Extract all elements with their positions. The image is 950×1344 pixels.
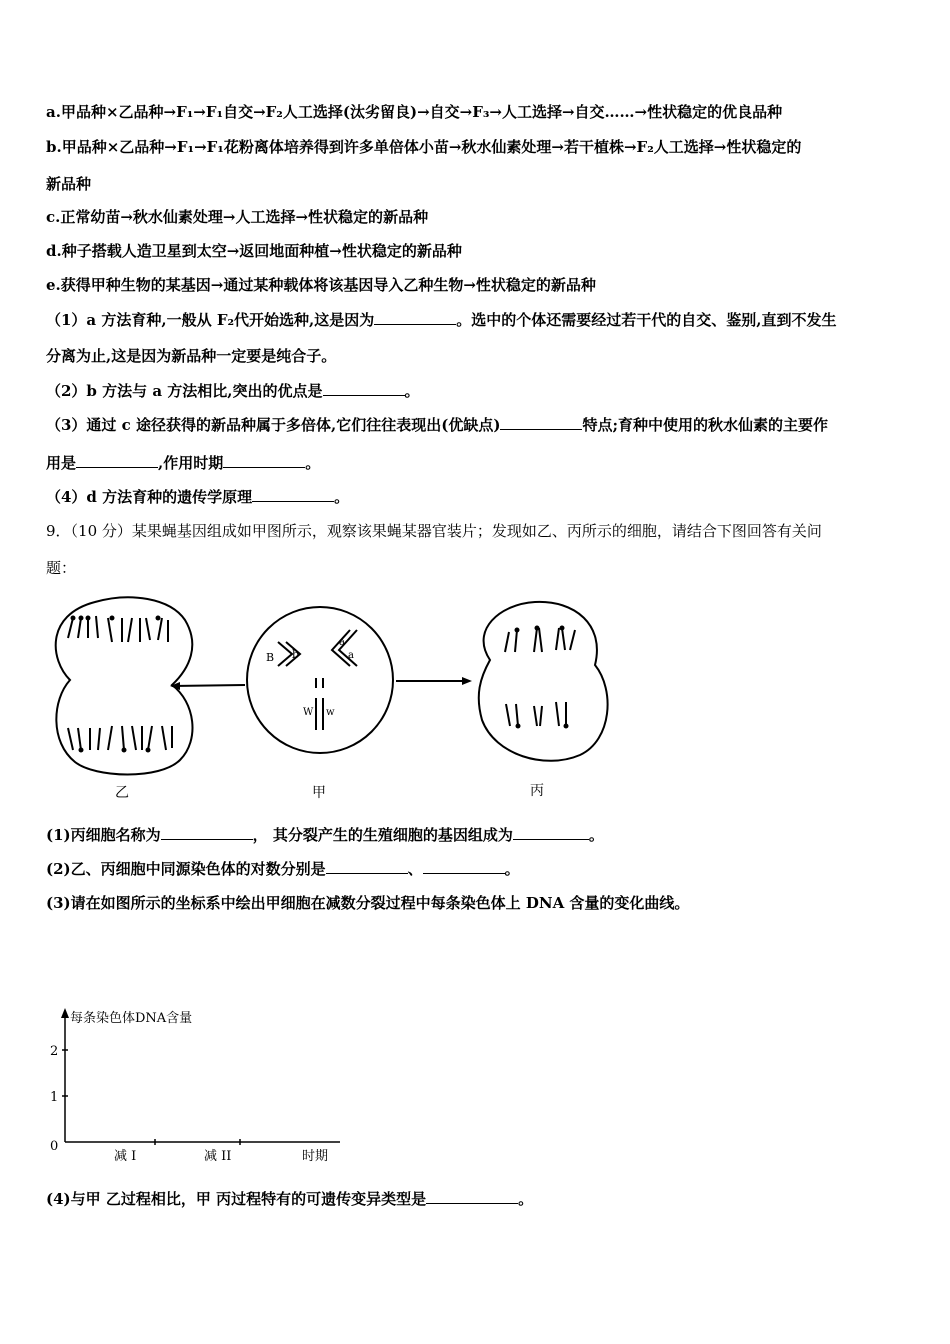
method-b-line-1: b.甲品种×乙品种→F₁→F₁花粉离体培养得到许多单倍体小苗→秋水仙素处理→若干植株→F₂人工选择→性状稳定的 (46, 138, 802, 156)
answer-blank-9[interactable] (326, 859, 408, 874)
q9-part2-line (46, 859, 520, 879)
method-d-line: d.种子搭载人造卫星到太空→返回地面种植→性状稳定的新品种 (46, 242, 462, 260)
answer-blank-11[interactable] (426, 1189, 518, 1204)
q9-part2-text-b: 、 (407, 860, 423, 878)
q8-part4-text-a: （4）d 方法育种的遗传学原理 (46, 488, 253, 506)
jia-chromosomes (278, 630, 357, 730)
yi-chromosomes-top (68, 616, 168, 642)
q8-part1-text-b: 。选中的个体还需要经过若干代的自交、鉴别,直到不发生 (456, 311, 837, 329)
q8-part3-line2 (46, 453, 320, 473)
graph-ytick-1: 1 (50, 1090, 59, 1105)
q9-stem-line1: 9．（10 分）某果蝇基因组成如甲图所示，观察该果蝇某器官装片；发现如乙、丙所示的细胞，请结合下图回答有关问 (46, 522, 822, 540)
answer-blank-3[interactable] (500, 415, 582, 430)
q8-part3-text-c: 用是 (46, 454, 77, 472)
q8-part3-line1 (46, 415, 828, 435)
answer-blank-6[interactable] (252, 487, 334, 502)
label-jia: 甲 (312, 785, 326, 801)
method-b-line-2: 新品种 (46, 175, 92, 193)
q8-part2-text-b: 。 (404, 382, 420, 400)
gene-w-label: w (326, 707, 335, 718)
q8-part3-text-a: （3）通过 c 途径获得的新品种属于多倍体,它们往往表现出(优缺点) (46, 416, 501, 434)
answer-blank-4[interactable] (76, 453, 158, 468)
cell-division-figure (0, 590, 950, 805)
q9-part2-text-c: 。 (504, 860, 520, 878)
graph-xtick-1: 减 I (114, 1149, 137, 1164)
q9-part4-text-b: 。 (518, 1190, 534, 1208)
answer-blank-8[interactable] (513, 825, 589, 840)
q9-part1-text-b: ， 其分裂产生的生殖细胞的基因组成为 (252, 826, 513, 844)
method-c-line: c.正常幼苗→秋水仙素处理→人工选择→性状稳定的新品种 (46, 208, 429, 226)
answer-blank-5[interactable] (223, 453, 305, 468)
gene-B-label: B (266, 651, 275, 664)
graph-xtick-2: 减 II (204, 1149, 232, 1164)
q9-part4-text-a: (4)与甲 乙过程相比，甲 丙过程特有的可遗传变异类型是 (46, 1190, 427, 1208)
dna-content-graph (40, 1000, 370, 1170)
q9-part3-line: (3)请在如图所示的坐标系中绘出甲细胞在减数分裂过程中每条染色体上 DNA 含量的变化曲线。 (46, 894, 690, 912)
q8-part3-text-b: 特点;育种中使用的秋水仙素的主要作 (582, 416, 828, 434)
gene-b-label: b (292, 648, 300, 661)
graph-origin: 0 (50, 1139, 59, 1154)
answer-blank-2[interactable] (323, 381, 405, 396)
q8-part3-text-e: 。 (305, 454, 321, 472)
gene-W-label: W (303, 707, 314, 718)
method-e-line: e.获得甲种生物的某基因→通过某种载体将该基因导入乙种生物→性状稳定的新品种 (46, 276, 596, 294)
q8-part4-text-b: 。 (334, 488, 350, 506)
q9-part4-line (46, 1189, 533, 1209)
answer-blank-1[interactable] (374, 310, 456, 325)
cell-bing-outline (479, 602, 608, 761)
q9-part1-text-c: 。 (588, 826, 604, 844)
q8-part2-text-a: （2）b 方法与 a 方法相比,突出的优点是 (46, 382, 323, 400)
q8-part1-line2: 分离为止,这是因为新品种一定要是纯合子。 (46, 347, 337, 365)
answer-blank-7[interactable] (161, 825, 253, 840)
q8-part2-line (46, 381, 420, 401)
answer-blank-10[interactable] (423, 859, 505, 874)
q8-part1-line1 (46, 310, 837, 330)
yi-chromosomes-bottom (68, 726, 172, 750)
gene-a-lower-label: a (348, 650, 354, 661)
q9-part1-line (46, 825, 604, 845)
gene-a-upper-label: a (339, 637, 345, 648)
cell-jia-outline (247, 607, 393, 753)
method-a-line: a.甲品种×乙品种→F₁→F₁自交→F₂人工选择(汰劣留良)→自交→F₃→人工选择→自交……→性状稳定的优良品种 (46, 103, 783, 121)
q9-part1-text-a: (1)丙细胞名称为 (46, 826, 161, 844)
label-yi: 乙 (115, 785, 129, 801)
q8-part1-text-a: （1）a 方法育种,一般从 F₂代开始选种,这是因为 (46, 311, 375, 329)
q9-part2-text-a: (2)乙、丙细胞中同源染色体的对数分别是 (46, 860, 326, 878)
q8-part4-line (46, 487, 349, 507)
label-bing: 丙 (530, 783, 544, 799)
q9-stem-line2: 题： (46, 559, 77, 577)
q8-part3-text-d: ,作用时期 (158, 454, 224, 472)
arrow-right-head (462, 677, 472, 685)
graph-ytick-2: 2 (50, 1044, 59, 1059)
y-axis-arrow (61, 1008, 69, 1018)
bing-chromosomes (505, 628, 575, 726)
graph-xlabel: 时期 (302, 1149, 329, 1164)
graph-ylabel: 每条染色体DNA含量 (70, 1011, 193, 1026)
